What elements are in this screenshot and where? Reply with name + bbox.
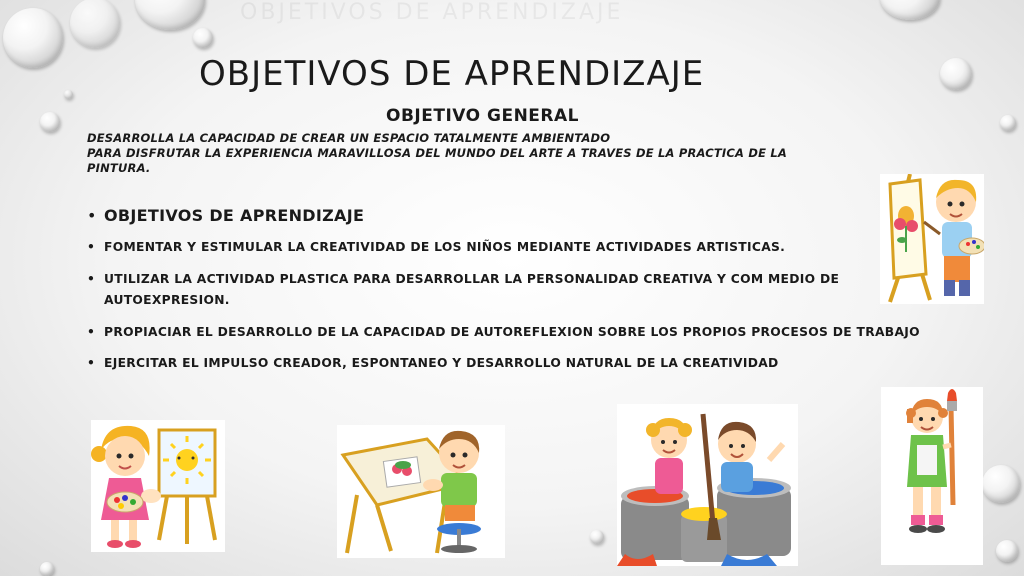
list-item [87,269,937,311]
description-line: DESARROLLA LA CAPACIDAD DE CREAR UN ESPACIO TATALMENTE AMBIENTADO [87,131,611,145]
boy-drawing-desk-image [337,425,505,558]
bullet-icon: • [87,325,96,339]
bullet-icon: • [87,240,96,254]
water-drop-decoration [135,0,205,30]
water-drop-decoration [996,540,1018,562]
description-line: PARA DISFRUTAR LA EXPERIENCIA MARAVILLOSA DEL MUNDO DEL ARTE A TRAVES DE LA PRACTICA DE LA [87,146,787,160]
child-painting-easel-image [880,174,984,304]
water-drop-decoration [982,465,1020,503]
girl-painting-sun-icon [91,420,225,552]
kids-paint-buckets-image [617,404,798,566]
water-drop-decoration [40,112,60,132]
girl-paintbrush-image [881,387,983,565]
boy-drawing-desk-icon [337,425,505,558]
description-line: PINTURA. [87,161,151,175]
list-item [87,322,937,343]
page-title: OBJETIVOS DE APRENDIZAJE [199,54,705,94]
water-drop-decoration [940,58,972,90]
water-drop-decoration [590,530,604,544]
bullet-icon: • [87,356,96,370]
girl-painting-sun-image [91,420,225,552]
general-objective-description [87,131,887,176]
section-subtitle: OBJETIVO GENERAL [386,106,579,126]
list-item-text: FOMENTAR Y ESTIMULAR LA CREATIVIDAD DE LOS NIÑOS MEDIANTE ACTIVIDADES ARTISTICAS. [104,240,786,254]
water-drop-decoration [880,0,940,20]
water-drop-decoration [64,90,73,99]
child-painting-easel-icon [880,174,984,304]
water-drop-decoration [40,562,54,576]
title-watermark: OBJETIVOS DE APRENDIZAJE [240,0,624,25]
water-drop-decoration [3,8,63,68]
objectives-list [87,204,937,374]
list-item-text: EJERCITAR EL IMPULSO CREADOR, ESPONTANEO Y DESARROLLO NATURAL DE LA CREATIVIDAD [104,356,779,370]
bullet-icon: • [87,206,97,225]
list-item-text: UTILIZAR LA ACTIVIDAD PLASTICA PARA DESARROLLAR LA PERSONALIDAD CREATIVA Y COM MEDIO DE AUTOEXPRESION. [104,272,840,307]
girl-paintbrush-icon [881,387,983,565]
list-heading-text: OBJETIVOS DE APRENDIZAJE [104,206,365,225]
list-item-text: PROPIACIAR EL DESARROLLO DE LA CAPACIDAD DE AUTOREFLEXION SOBRE LOS PROPIOS PROCESOS DE TRABAJO [104,325,920,339]
list-heading [87,204,937,228]
kids-paint-buckets-icon [617,404,798,566]
bullet-icon: • [87,272,96,286]
list-item [87,353,937,374]
water-drop-decoration [193,28,213,48]
list-item [87,237,937,258]
water-drop-decoration [1000,115,1016,131]
water-drop-decoration [70,0,120,48]
